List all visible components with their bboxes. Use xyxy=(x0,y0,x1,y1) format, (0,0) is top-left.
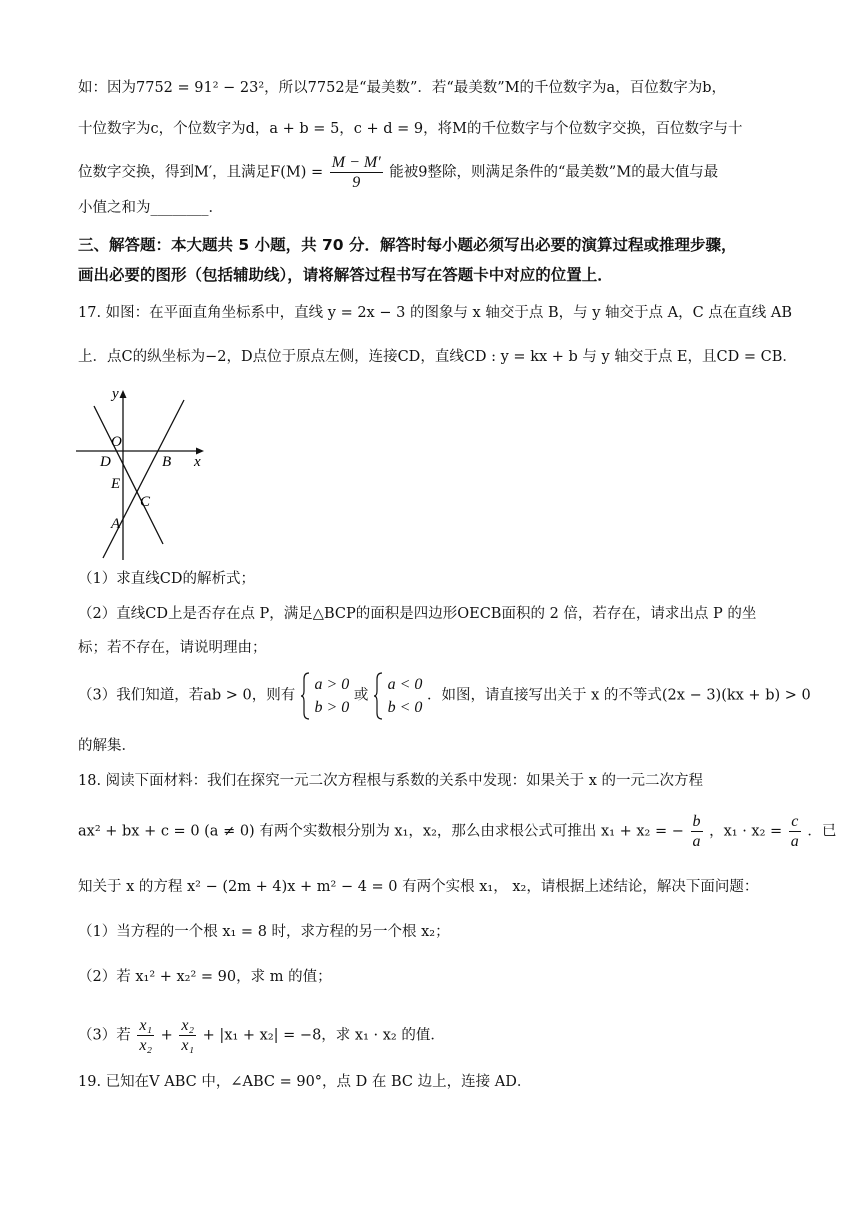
q18-frac-den-a: a xyxy=(692,833,701,851)
q18-line-1: 18. 阅读下面材料：我们在探究一元二次方程根与系数的关系中发现：如果关于 x 的一元二次方程 xyxy=(78,773,704,789)
label-c: C xyxy=(140,494,151,510)
p16-line-3 xyxy=(78,153,800,192)
line-cd xyxy=(94,406,163,544)
q17-part-3 xyxy=(78,672,811,720)
q18-frac-x2-x1 xyxy=(179,1016,196,1055)
q17-part-2b: 标；若不存在，请说明理由； xyxy=(78,640,267,656)
q18-p3-d1: x₂ xyxy=(139,1037,153,1055)
q18-frac-x1-x2 xyxy=(137,1016,154,1055)
q18-part-1: （1）当方程的一个根 x₁ = 8 时，求方程的另一个根 x₂； xyxy=(78,924,450,940)
label-d: D xyxy=(100,454,111,470)
brace-2 xyxy=(373,672,383,720)
q18-frac-num-b: b xyxy=(691,812,703,832)
system-2 xyxy=(388,673,423,719)
p16-frac-num: M − M′ xyxy=(330,153,383,173)
brace-1 xyxy=(300,672,310,720)
q17-part-1: （1）求直线CD的解析式； xyxy=(78,571,255,587)
q18-line-2c: ．已 xyxy=(807,823,837,840)
q18-frac-num-c: c xyxy=(789,812,801,832)
q18-line-3: 知关于 x 的方程 x² − (2m + 4)x + m² − 4 = 0 有两个实根 x₁， x₂，请根据上述结论，解决下面问题： xyxy=(78,879,759,895)
q17-part-2a: （2）直线CD上是否存在点 P，满足△BCP的面积是四边形OECB面积的 2 倍，若存在，请求出点 P 的坐 xyxy=(78,606,757,622)
q18-line-2b: ，x₁ · x₂ = xyxy=(709,823,783,840)
p16-line-3a: 位数字交换，得到M′，且满足F(M) = xyxy=(78,164,324,181)
q18-p3-d2: x₁ xyxy=(181,1037,195,1055)
label-x: x xyxy=(194,454,201,470)
q18-part-3-pre: （3）若 xyxy=(78,1027,131,1044)
q17-line-2: 上．点C的纵坐标为−2，D点位于原点左侧，连接CD，直线CD : y = kx + b 与 y 轴交于点 E，且CD = CB． xyxy=(78,349,797,365)
q17-figure xyxy=(76,384,216,564)
q18-frac-b-a xyxy=(691,812,703,851)
system-1 xyxy=(314,673,349,719)
sys1-a: a > 0 xyxy=(314,675,350,693)
q18-frac-den-a2: a xyxy=(790,833,799,851)
p16-line-2: 十位数字为c，个位数字为d，a + b = 5，c + d = 9，将M的千位数字与个位数字交换，百位数字与十 xyxy=(78,121,743,137)
q18-p3-n2: x₂ xyxy=(179,1016,196,1036)
sys2-a: a < 0 xyxy=(387,675,423,693)
q18-p3-plus: + xyxy=(160,1027,173,1044)
q17-line-1: 17. 如图：在平面直角坐标系中，直线 y = 2x − 3 的图象与 x 轴交于点 B，与 y 轴交于点 A，C 点在直线 AB xyxy=(78,305,793,321)
sys2-b: b < 0 xyxy=(387,699,423,716)
label-b: B xyxy=(162,454,172,470)
q17-part-3-end: 的解集． xyxy=(78,738,136,754)
q18-part-3 xyxy=(78,1016,800,1055)
p16-frac-den: 9 xyxy=(352,174,361,192)
section-3-heading-1: 三、解答题：本大题共 5 小题，共 70 分．解答时每小题必须写出必要的演算过程或推理步骤， xyxy=(78,236,737,254)
q18-frac-c-a xyxy=(789,812,801,851)
y-axis-arrow xyxy=(120,390,127,398)
p16-line-3b: 能被9整除，则满足条件的“最美数”M的最大值与最 xyxy=(389,164,719,181)
p16-line-4: 小值之和为________． xyxy=(78,200,223,216)
q18-part-3-post: + |x₁ + x₂| = −8，求 x₁ · x₂ 的值． xyxy=(202,1027,445,1044)
q18-line-2a: ax² + bx + c = 0 (a ≠ 0) 有两个实数根分别为 x₁，x₂，那么由求根公式可推出 x₁ + x₂ = − xyxy=(78,823,684,840)
q17-part-3-post: ．如图，请直接写出关于 x 的不等式(2x − 3)(kx + b) > 0 xyxy=(427,687,811,704)
q18-p3-n1: x₁ xyxy=(137,1016,154,1036)
sys1-b: b > 0 xyxy=(314,699,350,716)
label-e: E xyxy=(111,476,121,492)
q18-line-2 xyxy=(78,812,837,851)
section-3-heading-2: 画出必要的图形（包括辅助线），请将解答过程书写在答题卡中对应的位置上． xyxy=(78,266,613,284)
q17-part-3-or: 或 xyxy=(353,687,369,704)
label-y: y xyxy=(112,386,119,402)
p16-fraction xyxy=(330,153,383,192)
label-o: O xyxy=(111,434,122,450)
q19-line-1: 19. 已知在V ABC 中，∠ABC = 90°，点 D 在 BC 边上，连接 AD． xyxy=(78,1074,532,1090)
p16-line-1: 如：因为7752 = 91² − 23²，所以7752是“最美数”．若“最美数”M的千位数字为a，百位数字为b， xyxy=(78,80,726,96)
q18-part-2: （2）若 x₁² + x₂² = 90，求 m 的值； xyxy=(78,969,332,985)
label-a: A xyxy=(111,516,121,532)
q17-part-3-pre: （3）我们知道，若ab > 0，则有 xyxy=(78,687,296,704)
